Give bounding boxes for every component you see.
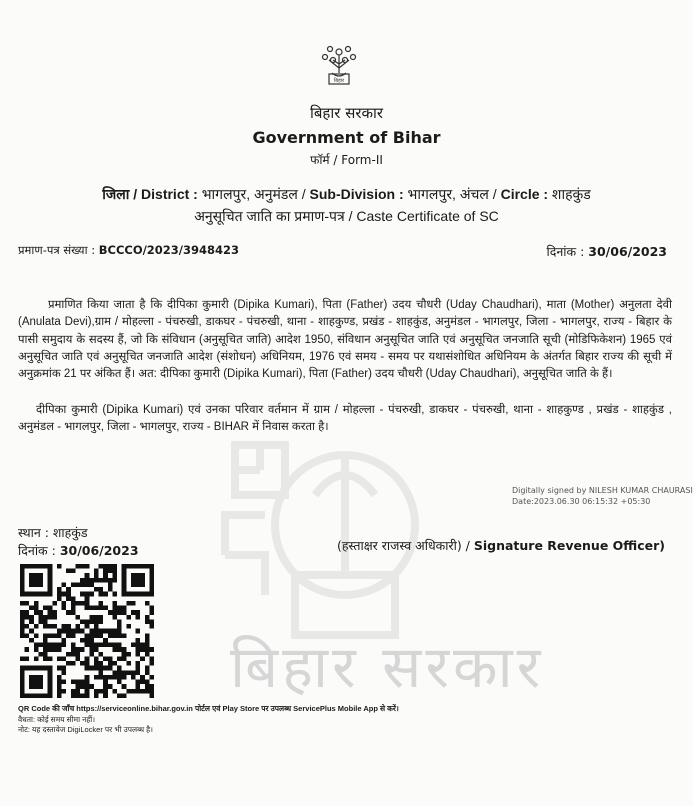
footer-date-label: दिनांक :	[18, 543, 60, 558]
note-validity: वैधता: कोई समय सीमा नहीं।	[18, 714, 96, 724]
district-value: भागलपुर, अनुमंडल /	[197, 186, 310, 202]
issue-date-label: दिनांक :	[546, 244, 589, 259]
certificate-number-label: प्रमाण-पत्र संख्या :	[18, 243, 99, 257]
circle-value: शाहकुंड	[548, 186, 591, 202]
place: स्थान : शाहकुंड	[18, 525, 88, 540]
certificate-title: अनुसूचित जाति का प्रमाण-पत्र / Caste Certificate of SC	[194, 208, 499, 224]
signature-label-hindi: (हस्ताक्षर राजस्व अधिकारी) /	[336, 538, 474, 553]
signature-officer	[337, 537, 665, 554]
subdivision-label: Sub-Division :	[309, 186, 404, 202]
digital-signature	[512, 485, 693, 507]
footer-date	[18, 542, 139, 559]
subdivision-value: भागलपुर, अंचल /	[403, 186, 501, 202]
page-title-english: Government of Bihar	[252, 128, 441, 147]
signature-label-english: Signature Revenue Officer)	[473, 538, 665, 553]
district-line	[0, 185, 693, 204]
certificate-number	[18, 243, 239, 258]
bihar-emblem-icon	[317, 40, 361, 88]
certificate-paragraph-2: दीपिका कुमारी (Dipika Kumari) एवं उनका परिवार वर्तमान में ग्राम / मोहल्ला - पंचरुखी, डाकघर - पंचरुखी, थाना - शाहकुण्ड , प्रखंड - शाहकुंड , अनुमंडल - भागलपुर, जिला - भागलपुर, राज्य - BIHAR में निवास करता है।	[18, 404, 672, 434]
page-title-hindi: बिहार सरकार	[309, 104, 384, 122]
qr-code	[20, 564, 154, 698]
issue-date-value: 30/06/2023	[588, 244, 667, 259]
district-label: जिला / District :	[102, 186, 198, 202]
issue-date	[546, 243, 667, 260]
certificate-number-value: BCCCO/2023/3948423	[98, 243, 240, 257]
digital-signature-line-1: Digitally signed by NILESH KUMAR CHAURASI	[512, 486, 693, 495]
certificate-paragraph-1: प्रमाणित किया जाता है कि दीपिका कुमारी (Dipika Kumari), पिता (Father) उदय चौधरी (Uday Chaudhari), माता (Mother) अनुलता देवी (Anulata Devi),ग्राम / मोहल्ला - पंचरुखी, डाकघर - पंचरुखी, थाना - शाहकुण्ड, प्रखंड - शाहकुंड, अनुमंडल - भागलपुर, जिला - भागलपुर, राज्य - बिहार के पासी समुदाय के सदस्य हैं, जो कि संविधान (अनुसूचित जाति) आदेश 1950, संविधान अनुसूचित जाति एवं अनुसूचित जनजाति सूची (मोडिफिकेशन) 1965 एवं अनुसूचित जाति एवं अनुसूचित जनजाति आदेश (संशोधन) अधिनियम, 1976 एवं समय - समय पर यथासंशोधित अधिनियम के अंतर्गत बिहार राज्य की सूची में अनुक्रमांक 21 पर अंकित हैं। अत: दीपिका कुमारी (Dipika Kumari), पिता (Father) उदय चौधरी (Uday Chaudhari), अनुसूचित जाति के हैं।	[18, 299, 672, 381]
circle-label: Circle :	[500, 186, 549, 202]
note-digilocker: नोट: यह दस्तावेज DigiLocker पर भी उपलब्ध है।	[18, 725, 153, 734]
logo-caption: बिहार	[333, 78, 345, 84]
footer-notes	[18, 704, 399, 736]
footer-date-value: 30/06/2023	[59, 543, 139, 558]
form-label: फॉर्म / Form-II	[310, 153, 383, 167]
watermark-text: बिहार सरकार	[230, 633, 545, 701]
digital-signature-line-2: Date:2023.06.30 06:15:32 +05:30	[512, 497, 651, 506]
note-qr-verification: QR Code की जाँच https://serviceonline.bihar.gov.in पोर्टल एवं Play Store पर उपलब्ध ServicePlus Mobile App से करें।	[18, 704, 399, 713]
